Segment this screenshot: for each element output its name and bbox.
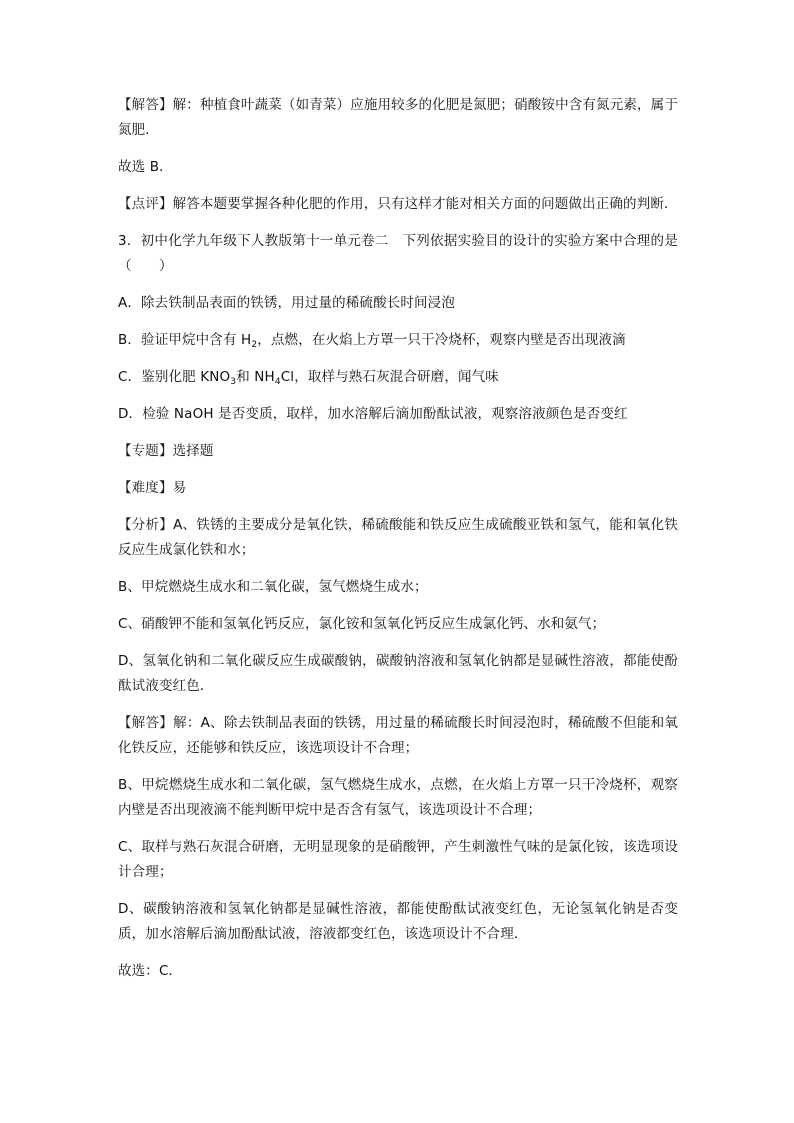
topic-line xyxy=(118,439,678,464)
option-c xyxy=(118,365,678,390)
analysis-c: C、硝酸钾不能和氢氧化钙反应，氯化铵和氢氧化钙反应生成氯化钙、水和氨气； xyxy=(118,616,606,632)
option-b-pre: B．验证甲烷中含有 H xyxy=(118,332,252,348)
solution-d: D、碳酸钠溶液和氢氧化钠都是显碱性溶液，都能使酚酞试液变红色，无论氢氧化钠是否变质，加水溶解后滴加酚酞试液，溶液都变红色，该选项设计不合理． xyxy=(118,901,678,942)
option-b-post: ，点燃，在火焰上方罩一只干冷烧杯，观察内壁是否出现液滴 xyxy=(257,332,626,348)
topic-tag: 【专题】 xyxy=(118,443,173,459)
difficulty-text: 易 xyxy=(172,480,187,496)
solution-b: B、甲烷燃烧生成水和二氧化碳，氢气燃烧生成水，点燃，在火焰上方罩一只干冷烧杯，观察内壁是否出现液滴不能判断甲烷中是否含有氢气，该选项设计不合理； xyxy=(118,777,678,818)
analysis-d: D、氢氧化钠和二氧化碳反应生成碳酸钠，碳酸钠溶液和氢氧化钠都是显碱性溶液，都能使酚酞试液变红色． xyxy=(118,653,678,694)
solution-c: C、取样与熟石灰混合研磨，无明显现象的是硝酸钾，产生刺激性气味的是氯化铵，该选项设计合理； xyxy=(118,839,678,880)
option-a: A．除去铁制品表面的铁锈，用过量的稀硫酸长时间浸泡 xyxy=(118,295,455,311)
analysis-a xyxy=(118,513,678,563)
difficulty-tag: 【难度】 xyxy=(118,480,173,496)
option-c-pre: C．鉴别化肥 KNO xyxy=(118,369,231,385)
document-page xyxy=(118,93,678,996)
option-c-mid: 和 NH xyxy=(236,369,275,385)
analysis-b: B、甲烷燃烧生成水和二氧化碳，氢气燃烧生成水； xyxy=(118,579,428,595)
solution-a-text: 解：A、除去铁制品表面的铁锈，用过量的稀硫酸长时间浸泡时，稀硫酸不但能和氧化铁反应，还能够和铁反应，该选项设计不合理； xyxy=(118,715,678,756)
option-c-sub2: 4 xyxy=(274,377,281,387)
solution-main-tag: 【解答】 xyxy=(118,715,174,731)
option-c-post: Cl，取样与熟石灰混合研磨，闻气味 xyxy=(280,369,499,385)
comment-paragraph xyxy=(118,192,678,217)
analysis-tag: 【分析】 xyxy=(118,517,174,533)
solution-tag: 【解答】 xyxy=(118,97,173,113)
answer-line: 故选：C． xyxy=(118,963,183,979)
question-stem: 3．初中化学九年级下人教版第十一单元卷二 下列依据实验目的设计的实验方案中合理的是（ ） xyxy=(118,233,678,274)
option-c-sub1: 3 xyxy=(230,377,237,387)
answer-line-prev: 故选 B． xyxy=(118,159,173,175)
solution-text: 解：种植食叶蔬菜（如青菜）应施用较多的化肥是氮肥；硝酸铵中含有氮元素，属于氮肥． xyxy=(118,97,678,138)
comment-text: 解答本题要掌握各种化肥的作用，只有这样才能对相关方面的问题做出正确的判断． xyxy=(172,196,678,212)
option-b-sub: 2 xyxy=(251,340,258,350)
solution-paragraph-prev xyxy=(118,93,678,143)
option-b xyxy=(118,328,678,353)
analysis-a-text: A、铁锈的主要成分是氧化铁，稀硫酸能和铁反应生成硫酸亚铁和氢气，能和氧化铁反应生成氯化铁和水； xyxy=(118,517,678,558)
comment-tag: 【点评】 xyxy=(118,196,173,212)
solution-a xyxy=(118,711,678,761)
topic-text: 选择题 xyxy=(172,443,214,459)
difficulty-line xyxy=(118,476,678,501)
option-d: D．检验 NaOH 是否变质，取样，加水溶解后滴加酚酞试液，观察溶液颜色是否变红 xyxy=(118,406,628,422)
